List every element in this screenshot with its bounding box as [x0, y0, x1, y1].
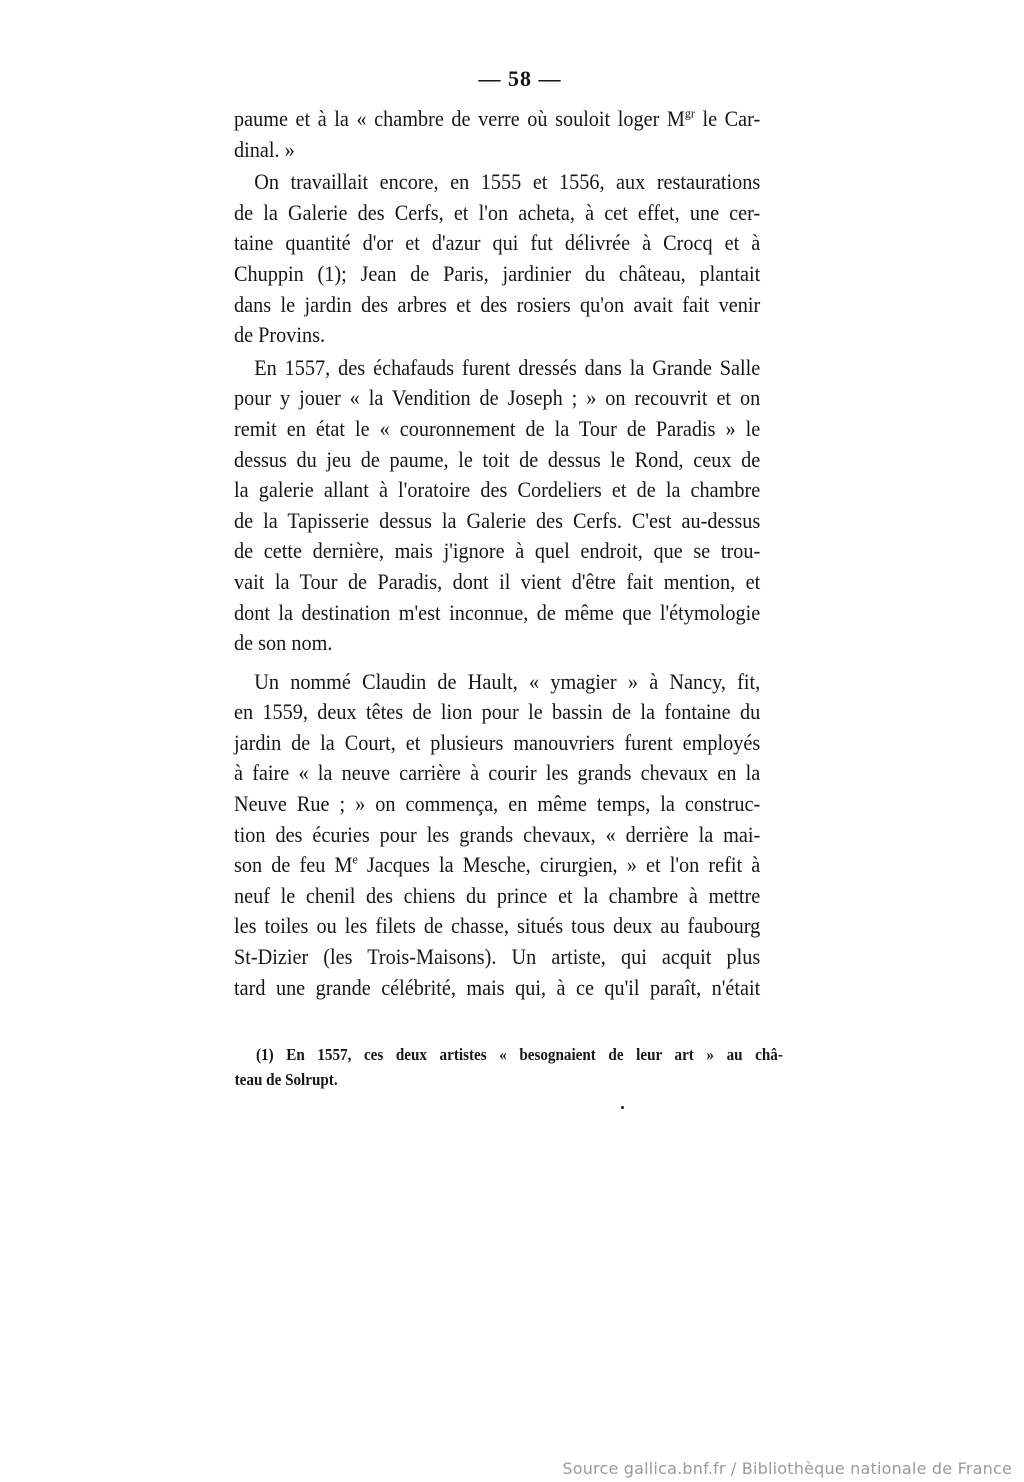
- text-line: à faire « la neuve carrière à courir les grands chevaux en la: [234, 760, 761, 786]
- text-line: de la Tapisserie dessus la Galerie des Cerfs. C'est au-dessus: [234, 507, 761, 533]
- text-line: jardin de la Court, et plusieurs manouvriers furent employés: [234, 729, 761, 755]
- superscript: gr: [684, 105, 695, 121]
- footnote-line: (1) En 1557, ces deux artistes « besognaient de leur art » au châ-: [256, 1045, 783, 1064]
- text-line: les toiles ou les filets de chasse, situés tous deux au faubourg: [234, 913, 761, 939]
- body-text: [234, 104, 760, 1003]
- footnote: [234, 1042, 783, 1092]
- superscript: e: [352, 851, 358, 867]
- text-line: On travaillait encore, en 1555 et 1556, aux restaurations: [254, 169, 761, 195]
- source-credit: Source gallica.bnf.fr / Bibliothèque nationale de France: [562, 1459, 1012, 1478]
- text-line: taine quantité d'or et d'azur qui fut délivrée à Crocq et à: [234, 230, 761, 256]
- text-line: St-Dizier (les Trois-Maisons). Un artiste, qui acquit plus: [234, 944, 761, 970]
- ink-speck: [621, 1106, 624, 1109]
- text-line: Chuppin (1); Jean de Paris, jardinier du château, plantait: [234, 260, 761, 286]
- text-line: paume et à la « chambre de verre où souloit loger $M^{gr}$ le Car-: [234, 105, 761, 131]
- footnote-line: teau de Solrupt.: [234, 1070, 338, 1089]
- text-line: de la Galerie des Cerfs, et l'on acheta, à cet effet, une cer-: [234, 199, 761, 225]
- text-line: tion des écuries pour les grands chevaux, « derrière la mai-: [234, 821, 761, 847]
- text-line: dont la destination m'est inconnue, de même que l'étymologie: [234, 599, 761, 625]
- text-line: dinal. »: [234, 136, 295, 162]
- text-line: en 1559, deux têtes de lion pour le bassin de la fontaine du: [234, 699, 761, 725]
- text-line: dessus du jeu de paume, le toit de dessus le Rond, ceux de: [234, 446, 761, 472]
- text-line: Neuve Rue ; » on commença, en même temps, la construc-: [234, 791, 761, 817]
- text-line: remit en état le « couronnement de la Tour de Paradis » le: [234, 415, 761, 441]
- text-line: son de feu Me Jacques la Mesche, cirurgien, » et l'on refit à: [234, 851, 761, 878]
- text-line: neuf le chenil des chiens du prince et la chambre à mettre: [234, 882, 761, 908]
- text-line: pour y jouer « la Vendition de Joseph ; » on recouvrit et on: [234, 385, 761, 411]
- text-line: de cette dernière, mais j'ignore à quel endroit, que se trou-: [234, 538, 761, 564]
- text-line: tard une grande célébrité, mais qui, à ce qu'il paraît, n'était: [234, 974, 761, 1000]
- page-number: — 58 —: [478, 66, 562, 91]
- text-line: de son nom.: [234, 630, 333, 656]
- text-line: de Provins.: [234, 322, 326, 348]
- text-line: dans le jardin des arbres et des rosiers qu'on avait fait venir: [234, 291, 761, 317]
- text-line: Un nommé Claudin de Hault, « ymagier » à Nancy, fit,: [254, 668, 761, 694]
- text-line: vait la Tour de Paradis, dont il vient d'être fait mention, et: [234, 568, 761, 594]
- text-line: la galerie allant à l'oratoire des Cordeliers et de la chambre: [234, 477, 761, 503]
- text-line: En 1557, des échafauds furent dressés dans la Grande Salle: [254, 354, 761, 380]
